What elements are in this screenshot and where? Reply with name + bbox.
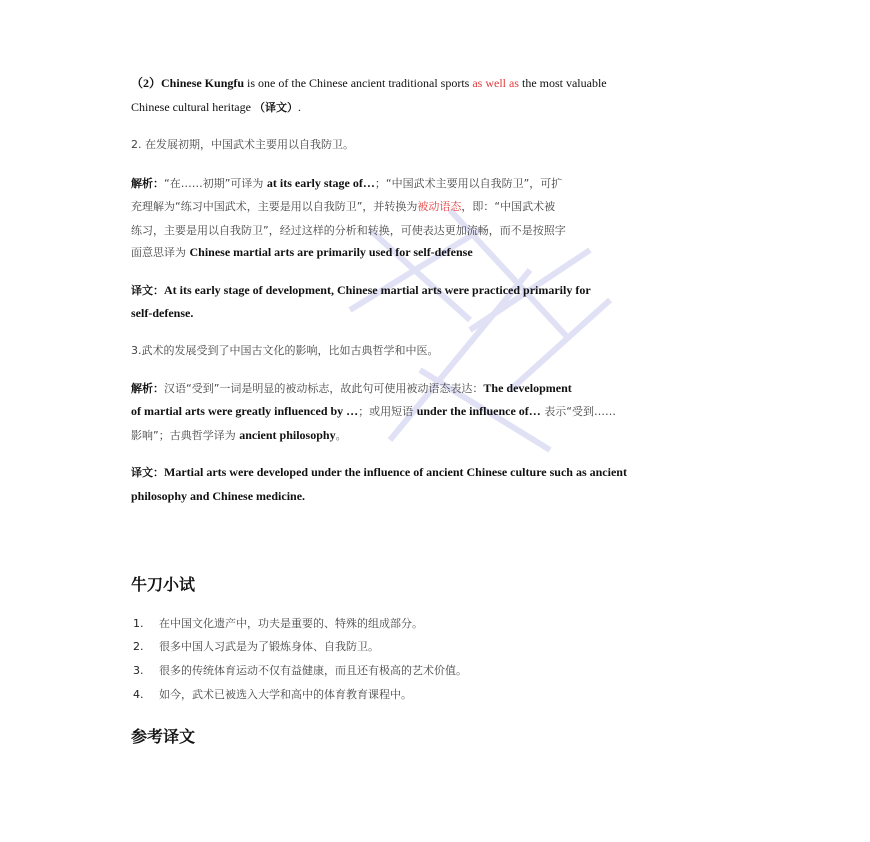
analysis-text: “在……初期”可译为 <box>164 177 267 190</box>
item-2-translation-line-2: self-defense. <box>131 306 194 320</box>
analysis-text: 。 <box>335 429 347 442</box>
item-3-analysis-line-2 <box>131 404 616 419</box>
section-2-line-2 <box>131 100 301 115</box>
practice-item-number: 3. <box>133 664 144 677</box>
practice-item <box>133 686 412 702</box>
analysis-label: 解析： <box>131 382 164 395</box>
practice-item <box>133 615 423 631</box>
item-3-analysis-line-3 <box>131 428 347 443</box>
item-2-translation-line-1 <box>131 283 591 298</box>
practice-item-text: 如今，武术已被选入大学和高中的体育教育课程中。 <box>159 688 412 701</box>
item-2-sentence: 2. 在发展初期，中国武术主要用以自我防卫。 <box>131 138 354 151</box>
translation-text: Martial arts were developed under the influence of ancient Chinese culture such as ancient <box>164 465 627 479</box>
watermark-stroke <box>350 230 480 310</box>
analysis-text: ，即：“中国武术被 <box>461 200 556 213</box>
analysis-text: 影响”；古典哲学译为 <box>131 429 240 442</box>
practice-item-text: 在中国文化遗产中，功夫是重要的、特殊的组成部分。 <box>159 617 423 630</box>
analysis-english: The development <box>483 381 572 395</box>
sentence-part: Chinese cultural heritage <box>131 100 254 114</box>
sentence-end: . <box>297 100 301 114</box>
highlight-passive-voice: 被动语态 <box>417 200 462 213</box>
analysis-text: ；“中国武术主要用以自我防卫”，可扩 <box>374 177 563 190</box>
analysis-text: 面意思译为 <box>131 246 190 259</box>
item-2-analysis-line-1 <box>131 176 562 191</box>
translation-text: At its early stage of development, Chinese martial arts were practiced primarily for <box>164 283 591 297</box>
practice-item-number: 1. <box>133 617 144 630</box>
practice-item <box>133 662 467 678</box>
item-2-analysis-line-2 <box>131 200 555 214</box>
analysis-english: under the influence of… <box>416 404 541 418</box>
analysis-english: of martial arts were greatly influenced by … <box>131 404 359 418</box>
practice-item-number: 4. <box>133 688 144 701</box>
analysis-text: 汉语“受到”一词是明显的被动标志，故此句可使用被动语态表达： <box>164 382 484 395</box>
reference-heading: 参考译文 <box>131 727 196 746</box>
analysis-english: ancient philosophy <box>239 428 336 442</box>
item-2-analysis-line-3: 练习，主要是用以自我防卫”，经过这样的分析和转换，可使表达更加流畅，而不是按照字 <box>131 224 566 237</box>
watermark-stroke <box>370 230 470 320</box>
analysis-text: ；或用短语 <box>358 405 417 418</box>
practice-item <box>133 638 379 654</box>
analysis-label: 解析： <box>131 177 164 190</box>
item-3-sentence: 3.武术的发展受到了中国古文化的影响，比如古典哲学和中医。 <box>131 344 439 357</box>
highlight-as-well-as: as well as <box>472 76 519 90</box>
analysis-text: 表示“受到…… <box>540 405 617 418</box>
item-3-analysis-line-1 <box>131 381 572 396</box>
practice-heading: 牛刀小试 <box>131 575 196 594</box>
section-2-line-1 <box>131 76 607 90</box>
item-3-translation-line-1 <box>131 465 627 480</box>
watermark-stroke <box>510 300 610 390</box>
sentence-part: is one of the Chinese ancient traditional sports <box>244 76 473 90</box>
section-prefix: （2） <box>131 76 162 90</box>
term-chinese-kungfu: Chinese Kungfu <box>161 76 245 90</box>
analysis-english: at its early stage of… <box>266 176 375 190</box>
analysis-text: 充理解为“练习中国武术，主要是用以自我防卫”，并转换为 <box>131 200 418 213</box>
item-2-analysis-line-4 <box>131 245 473 260</box>
analysis-english: Chinese martial arts are primarily used for self-defense <box>189 245 473 259</box>
translation-label: 译文： <box>131 284 164 297</box>
practice-item-text: 很多的传统体育运动不仅有益健康，而且还有极高的艺术价值。 <box>159 664 467 677</box>
translation-label: 译文： <box>131 466 164 479</box>
sentence-part: the most valuable <box>518 76 607 90</box>
item-3-translation-line-2: philosophy and Chinese medicine. <box>131 489 306 503</box>
practice-item-number: 2. <box>133 640 144 653</box>
translation-tag: （译文） <box>253 101 298 114</box>
practice-item-text: 很多中国人习武是为了锻炼身体、自我防卫。 <box>159 640 379 653</box>
